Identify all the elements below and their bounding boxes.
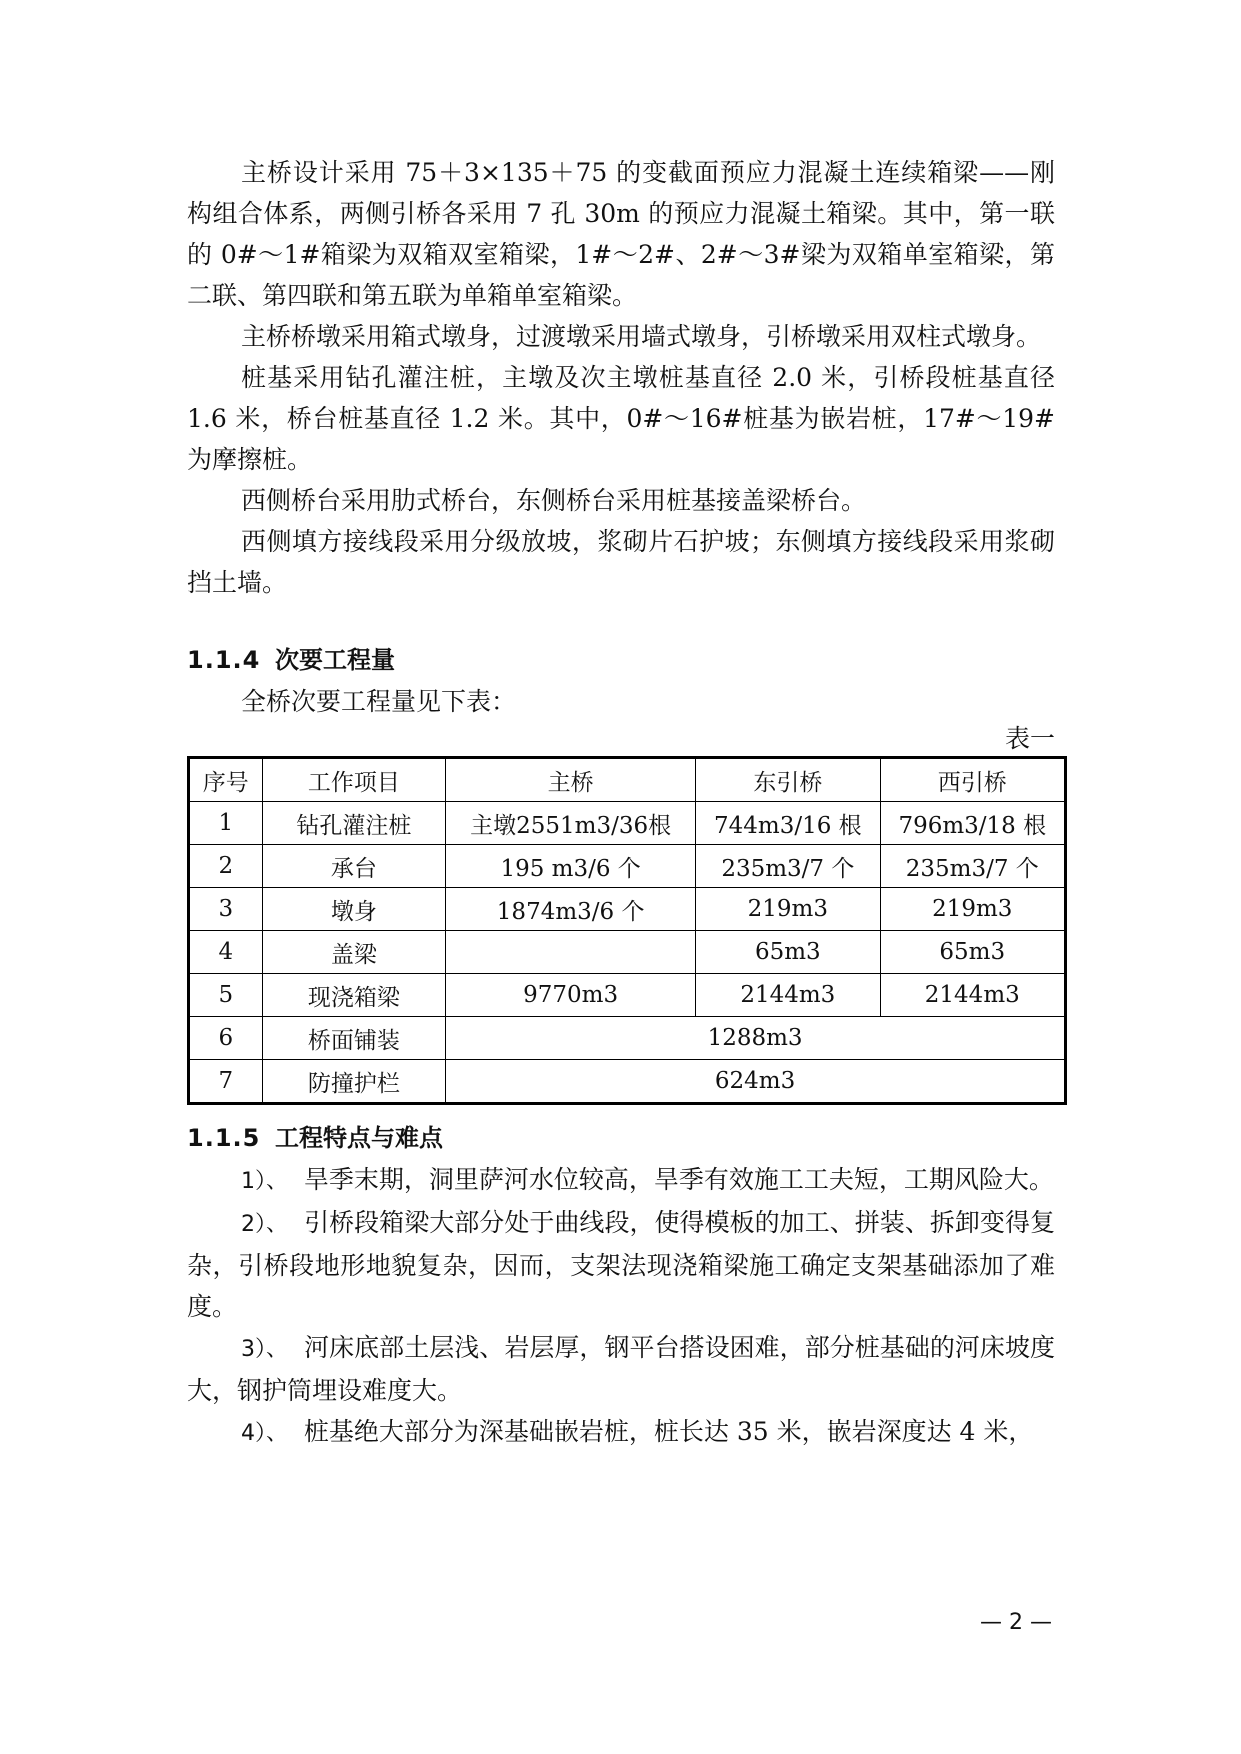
section-heading-1-1-4 [187,639,1055,681]
table-row [189,888,1066,931]
table-cell-merged: 624m3 [446,1060,1066,1104]
table-cell: 主墩2551m3/36根 [446,802,696,845]
table-cell [446,931,696,974]
list-text: 引桥段箱梁大部分处于曲线段，使得模板的加工、拼装、拆卸变得复杂，引桥段地形地貌复杂，因而，支架法现浇箱梁施工确定支架基础添加了难度。 [187,1208,1055,1321]
table-cell: 承台 [262,845,446,888]
table-cell: 5 [189,974,263,1017]
table-row [189,845,1066,888]
table-cell: 65m3 [696,931,880,974]
table-cell: 235m3/7 个 [880,845,1065,888]
list-text: 桩基绝大部分为深基础嵌岩桩，桩长达 35 米，嵌岩深度达 4 米， [303,1417,1034,1446]
list-text: 河床底部土层浅、岩层厚，钢平台搭设困难，部分桩基础的河床坡度大，钢护筒埋设难度大。 [187,1333,1055,1405]
table-cell: 3 [189,888,263,931]
paragraph-abutments: 西侧桥台采用肋式桥台，东侧桥台采用桩基接盖梁桥台。 [241,486,867,515]
section-number: 1.1.5 [187,1124,261,1152]
table-cell: 9770m3 [446,974,696,1017]
table-row [189,931,1066,974]
list-item [187,1202,1055,1327]
table-cell: 219m3 [880,888,1065,931]
list-marker: 4）、 [241,1421,288,1446]
table-cell: 钻孔灌注桩 [262,802,446,845]
table-cell: 65m3 [880,931,1065,974]
table-cell: 桥面铺装 [262,1017,446,1060]
header-cell: 东引桥 [696,758,880,802]
table-cell: 195 m3/6 个 [446,845,696,888]
list-item [187,1327,1055,1411]
table-cell: 防撞护栏 [262,1060,446,1104]
paragraph-piers: 主桥桥墩采用箱式墩身，过渡墩采用墙式墩身，引桥墩采用双柱式墩身。 [241,322,1042,351]
list-item [187,1411,1055,1454]
table-intro: 全桥次要工程量见下表： [241,687,517,716]
page-content [187,152,1055,1454]
table-row [189,974,1066,1017]
paragraph-main-bridge: 主桥设计采用 75＋3×135＋75 的变截面预应力混凝土连续箱梁——刚构组合体系，两侧引桥各采用 7 孔 30m 的预应力混凝土箱梁。其中，第一联的 0#～1#箱梁为双箱双室箱梁，1#～2#、2#～3#梁为双箱单室箱梁，第二联、第四联和第五联为单箱单室箱梁。 [187,158,1055,310]
section-heading-1-1-5 [187,1117,1055,1159]
table-cell: 219m3 [696,888,880,931]
list-item [187,1159,1055,1202]
header-cell: 序号 [189,758,263,802]
table-header-row [189,758,1066,802]
page-number: — 2 — [980,1610,1052,1635]
table-cell: 现浇箱梁 [262,974,446,1017]
table-cell: 1 [189,802,263,845]
header-cell: 工作项目 [262,758,446,802]
list-marker: 1）、 [241,1169,288,1194]
table-cell: 墩身 [262,888,446,931]
paragraph-piles: 桩基采用钻孔灌注桩，主墩及次主墩桩基直径 2.0 米，引桥段桩基直径 1.6 米，桥台桩基直径 1.2 米。其中，0#～16#桩基为嵌岩桩，17#～19#为摩擦桩。 [187,363,1055,474]
paragraph-embankment: 西侧填方接线段采用分级放坡，浆砌片石护坡；东侧填方接线段采用浆砌挡土墙。 [187,527,1055,597]
list-text: 旱季末期，洞里萨河水位较高，旱季有效施工工夫短，工期风险大。 [303,1165,1054,1194]
list-marker: 3）、 [241,1337,289,1362]
table-row-merged [189,1017,1066,1060]
section-number: 1.1.4 [187,646,261,674]
list-marker: 2）、 [241,1212,289,1237]
table-cell: 2144m3 [880,974,1065,1017]
table-cell: 796m3/18 根 [880,802,1065,845]
table-cell-merged: 1288m3 [446,1017,1066,1060]
section-title: 次要工程量 [275,646,395,674]
table-cell: 1874m3/6 个 [446,888,696,931]
table-cell: 744m3/16 根 [696,802,880,845]
header-cell: 主桥 [446,758,696,802]
section-title: 工程特点与难点 [275,1124,443,1152]
table-cell: 4 [189,931,263,974]
header-cell: 西引桥 [880,758,1065,802]
table-cell: 盖梁 [262,931,446,974]
table-cell: 6 [189,1017,263,1060]
quantities-table [187,756,1067,1105]
table-cell: 235m3/7 个 [696,845,880,888]
table-cell: 7 [189,1060,263,1104]
table-row [189,802,1066,845]
table-cell: 2144m3 [696,974,880,1017]
table-row-merged [189,1060,1066,1104]
table-caption: 表一 [1004,724,1055,753]
table-cell: 2 [189,845,263,888]
